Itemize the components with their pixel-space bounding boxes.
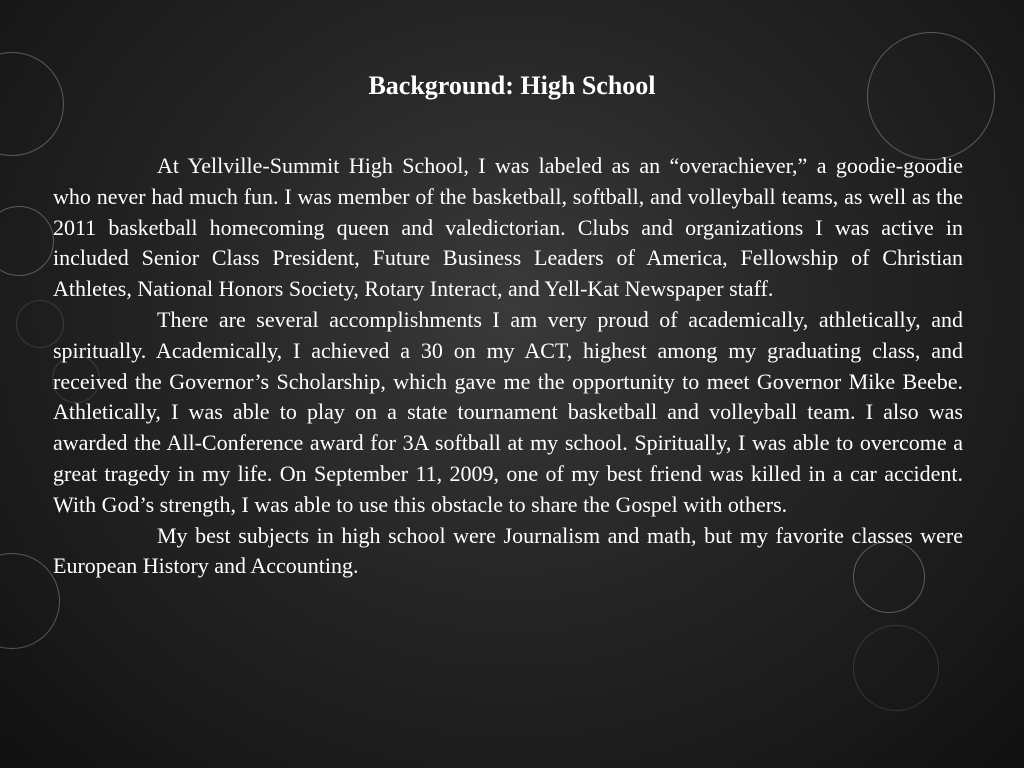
paragraph-activities: At Yellville-Summit High School, I was labeled as an “overachiever,” a goodie-goodie who never had much fun. I was member of the basketball, softball, and volleyball teams, as well as the 2011 basketball homecoming queen and valedictorian. Clubs and organizations I was active in included Senior Class President, Future Business Leaders of America, Fellowship of Christian Athletes, National Honors Society, Rotary Interact, and Yell-Kat Newspaper staff. <box>53 153 963 302</box>
slide-title: Background: High School <box>368 71 656 100</box>
decorative-circle-right-bottom <box>853 625 939 711</box>
slide-body <box>53 151 963 582</box>
paragraph-accomplishments: There are several accomplishments I am very proud of academically, athletically, and spiritually. Academically, I achieved a 30 on my ACT, highest among my graduating class, and received the Governor’s Scholarship, which gave me the opportunity to meet Governor Mike Beebe. Athletically, I was able to play on a state tournament basketball and volleyball team. I also was awarded the All-Conference award for 3A softball at my school. Spiritually, I was able to overcome a great tragedy in my life. On September 11, 2009, one of my best friend was killed in a car accident. With God’s strength, I was able to use this obstacle to share the Gospel with others. <box>53 306 963 517</box>
decorative-circle-left-upper <box>0 206 54 276</box>
decorative-circle-left-lower <box>0 553 60 649</box>
paragraph-subjects: My best subjects in high school were Journalism and math, but my favorite classes were European History and Accounting. <box>53 522 963 579</box>
